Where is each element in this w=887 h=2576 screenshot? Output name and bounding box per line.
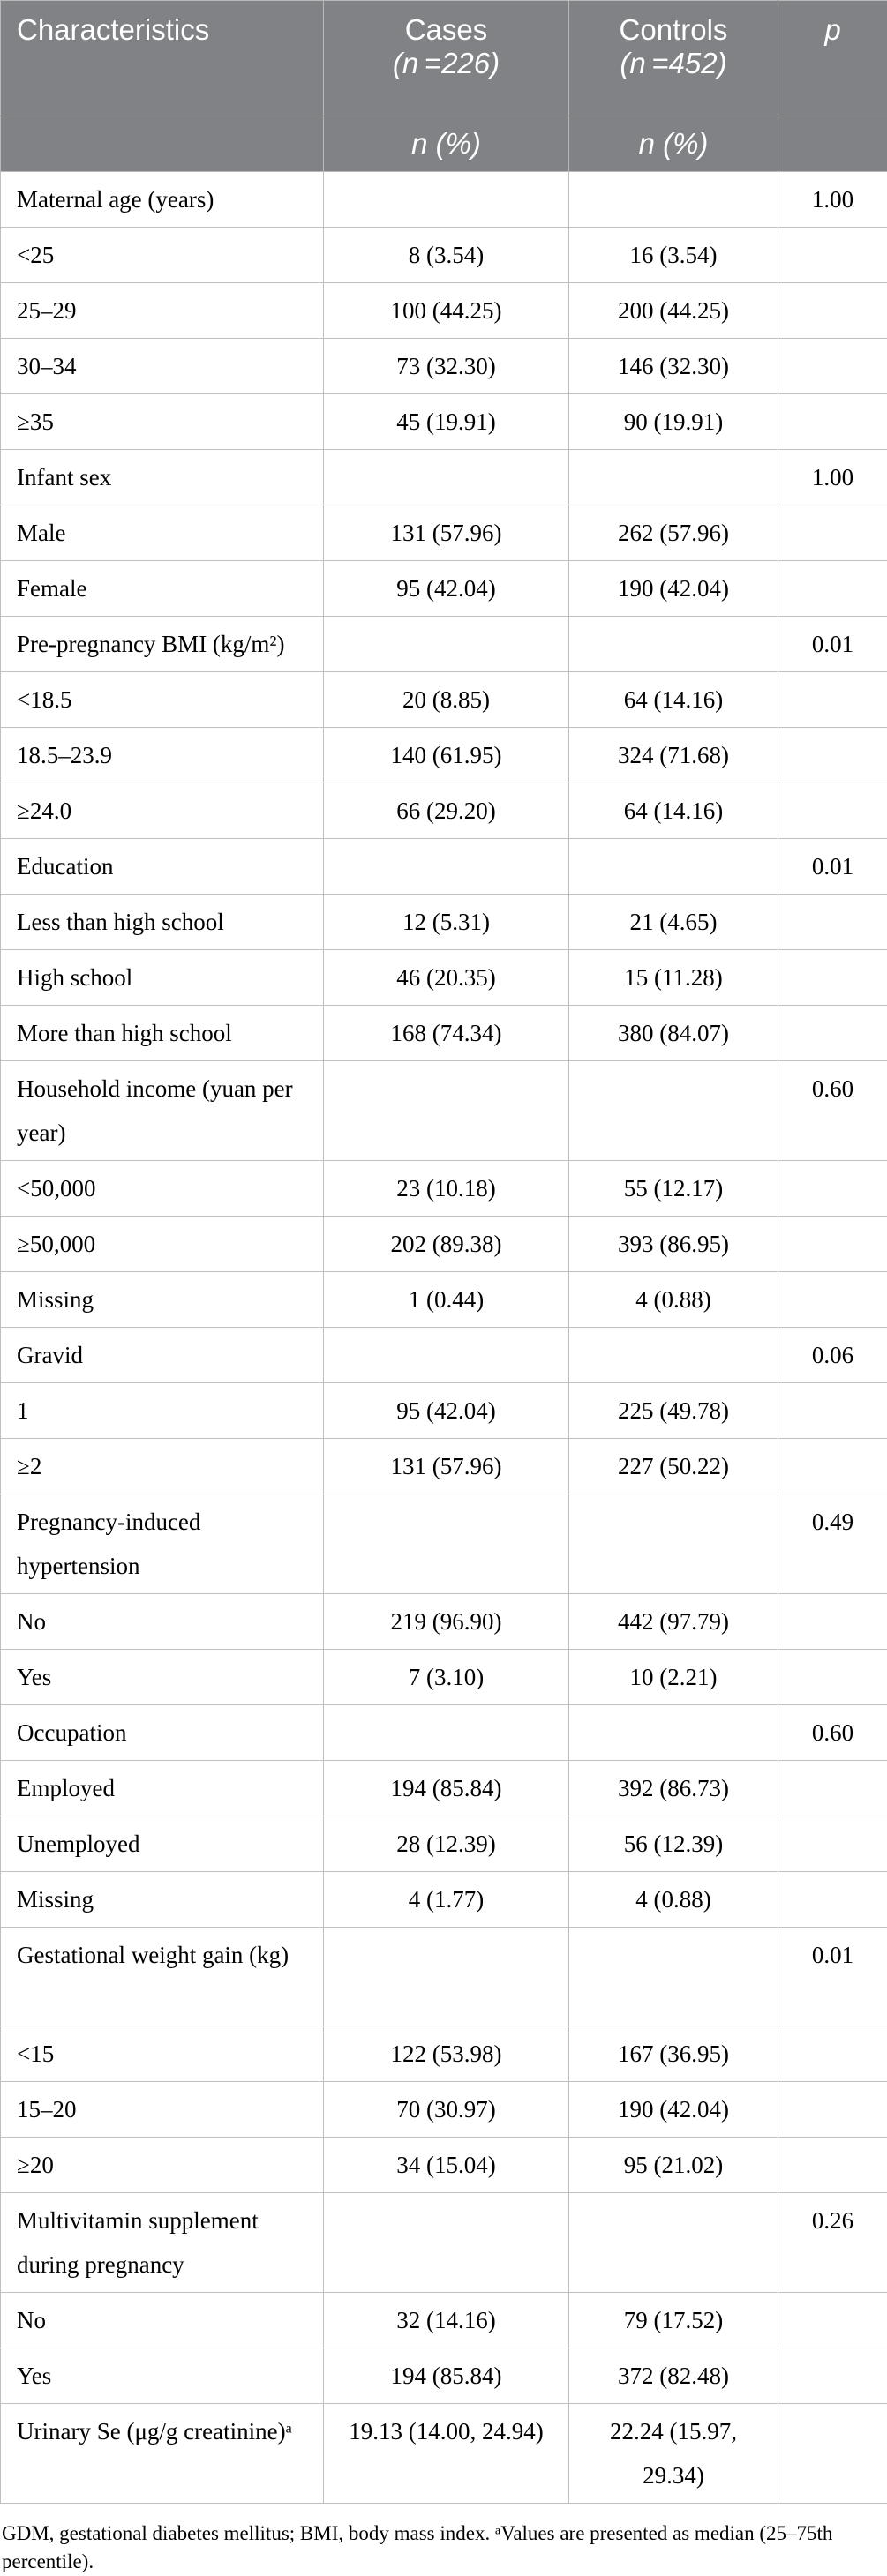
row-cases [324,1061,569,1161]
row-cases: 45 (19.91) [324,394,569,450]
row-controls: 90 (19.91) [569,394,778,450]
row-controls [569,2193,778,2293]
row-label: Less than high school [1,895,324,950]
row-label: Multivitamin supplement during pregnancy [1,2193,324,2293]
header-sub-empty [1,116,324,172]
row-controls [569,1494,778,1594]
row-cases: 70 (30.97) [324,2082,569,2138]
row-controls: 64 (14.16) [569,783,778,839]
table-row [1,394,887,450]
row-controls: 324 (71.68) [569,728,778,783]
table-row [1,561,887,617]
row-p-value: 0.60 [778,1705,887,1761]
row-p-value: 1.00 [778,172,887,228]
table-row [1,2293,887,2348]
row-controls [569,1328,778,1383]
row-cases: 4 (1.77) [324,1872,569,1928]
table-row [1,783,887,839]
row-controls [569,172,778,228]
row-label: Missing [1,1872,324,1928]
row-p-value: 0.49 [778,1494,887,1594]
table-footnote: GDM, gestational diabetes mellitus; BMI, body mass index. ᵃValues are presented as median (25–75th percentile). [0,2504,887,2576]
row-controls: 95 (21.02) [569,2138,778,2193]
row-p-value: 0.26 [778,2193,887,2293]
row-p-value: 0.06 [778,1328,887,1383]
table-header [1,1,887,172]
row-p-value [778,1650,887,1705]
table-row [1,895,887,950]
table-row [1,1816,887,1872]
header-p: p [778,1,887,116]
header-cases [324,1,569,116]
row-p-value [778,561,887,617]
row-controls [569,617,778,672]
row-controls [569,1928,778,2026]
table-row [1,1494,887,1594]
row-cases: 95 (42.04) [324,561,569,617]
row-cases: 12 (5.31) [324,895,569,950]
table-row [1,505,887,561]
row-cases: 34 (15.04) [324,2138,569,2193]
header-sub-p-empty [778,116,887,172]
row-cases: 168 (74.34) [324,1006,569,1061]
table-row [1,2138,887,2193]
row-p-value [778,2138,887,2193]
row-p-value [778,1006,887,1061]
row-label: No [1,2293,324,2348]
row-cases: 8 (3.54) [324,228,569,283]
row-label: 15–20 [1,2082,324,2138]
row-p-value [778,283,887,339]
row-p-value [778,339,887,394]
row-controls: 442 (97.79) [569,1594,778,1650]
row-cases: 202 (89.38) [324,1217,569,1272]
row-label: Gestational weight gain (kg) [1,1928,324,2026]
row-cases: 100 (44.25) [324,283,569,339]
table-row [1,617,887,672]
header-sub-cases: n (%) [324,116,569,172]
table-row [1,950,887,1006]
row-label: Employed [1,1761,324,1816]
row-p-value [778,1594,887,1650]
header-characteristics: Characteristics [1,1,324,116]
row-p-value [778,2404,887,2504]
table-row [1,1594,887,1650]
row-label: Male [1,505,324,561]
row-p-value [778,1161,887,1217]
row-cases: 28 (12.39) [324,1816,569,1872]
row-controls: 16 (3.54) [569,228,778,283]
table-row [1,1383,887,1439]
row-label: 30–34 [1,339,324,394]
table-row [1,2082,887,2138]
table-row [1,1161,887,1217]
row-cases: 194 (85.84) [324,1761,569,1816]
table-row [1,839,887,895]
row-label: Education [1,839,324,895]
table-row [1,283,887,339]
row-p-value [778,1816,887,1872]
header-controls [569,1,778,116]
table-row [1,228,887,283]
row-cases: 32 (14.16) [324,2293,569,2348]
row-cases [324,1705,569,1761]
row-label: 25–29 [1,283,324,339]
header-cases-n: (n =226) [340,47,552,80]
table-row [1,672,887,728]
row-cases [324,2193,569,2293]
row-controls: 55 (12.17) [569,1161,778,1217]
row-label: Household income (yuan per year) [1,1061,324,1161]
row-p-value: 0.01 [778,617,887,672]
row-p-value [778,783,887,839]
row-controls [569,1061,778,1161]
row-p-value: 1.00 [778,450,887,505]
table-row [1,1872,887,1928]
row-cases: 23 (10.18) [324,1161,569,1217]
row-cases: 95 (42.04) [324,1383,569,1439]
row-p-value [778,2026,887,2082]
row-controls: 393 (86.95) [569,1217,778,1272]
row-cases [324,172,569,228]
header-controls-label: Controls [585,13,762,47]
row-label: No [1,1594,324,1650]
table-row [1,1650,887,1705]
row-cases: 1 (0.44) [324,1272,569,1328]
row-label: Missing [1,1272,324,1328]
row-label: Pre-pregnancy BMI (kg/m²) [1,617,324,672]
table-row [1,450,887,505]
row-controls: 21 (4.65) [569,895,778,950]
row-label: <15 [1,2026,324,2082]
row-cases: 140 (61.95) [324,728,569,783]
row-p-value [778,2082,887,2138]
row-label: 1 [1,1383,324,1439]
row-p-value [778,1383,887,1439]
row-p-value [778,1272,887,1328]
row-controls [569,450,778,505]
table-row [1,1928,887,2026]
row-cases: 20 (8.85) [324,672,569,728]
row-controls: 146 (32.30) [569,339,778,394]
row-p-value: 0.01 [778,839,887,895]
row-label: <25 [1,228,324,283]
row-controls: 200 (44.25) [569,283,778,339]
table-row [1,1761,887,1816]
row-label: High school [1,950,324,1006]
row-p-value [778,1439,887,1494]
row-p-value [778,1872,887,1928]
row-controls [569,1705,778,1761]
row-controls: 4 (0.88) [569,1872,778,1928]
row-controls: 10 (2.21) [569,1650,778,1705]
row-cases: 73 (32.30) [324,339,569,394]
table-row [1,2193,887,2293]
row-label: ≥50,000 [1,1217,324,1272]
table-row [1,2404,887,2504]
row-cases: 66 (29.20) [324,783,569,839]
row-label: Occupation [1,1705,324,1761]
header-controls-n: (n =452) [585,47,762,80]
row-label: Yes [1,2348,324,2404]
header-cases-label: Cases [340,13,552,47]
row-p-value [778,505,887,561]
row-label: ≥35 [1,394,324,450]
row-p-value [778,895,887,950]
table-row [1,339,887,394]
row-label: 18.5–23.9 [1,728,324,783]
row-controls [569,839,778,895]
table-row [1,1217,887,1272]
row-label: Infant sex [1,450,324,505]
row-label: More than high school [1,1006,324,1061]
row-label: ≥2 [1,1439,324,1494]
row-p-value: 0.60 [778,1061,887,1161]
row-p-value [778,1217,887,1272]
row-label: Pregnancy-induced hypertension [1,1494,324,1594]
row-controls: 392 (86.73) [569,1761,778,1816]
table-row [1,1006,887,1061]
row-controls: 262 (57.96) [569,505,778,561]
row-controls: 22.24 (15.97, 29.34) [569,2404,778,2504]
row-label: Yes [1,1650,324,1705]
row-cases [324,839,569,895]
row-cases: 19.13 (14.00, 24.94) [324,2404,569,2504]
row-label: <50,000 [1,1161,324,1217]
row-p-value [778,228,887,283]
row-p-value [778,950,887,1006]
row-controls: 225 (49.78) [569,1383,778,1439]
row-p-value [778,672,887,728]
row-label: Female [1,561,324,617]
row-controls: 79 (17.52) [569,2293,778,2348]
table-row [1,1272,887,1328]
row-p-value: 0.01 [778,1928,887,2026]
row-cases: 7 (3.10) [324,1650,569,1705]
row-controls: 64 (14.16) [569,672,778,728]
row-cases: 46 (20.35) [324,950,569,1006]
row-label: Gravid [1,1328,324,1383]
row-controls: 190 (42.04) [569,2082,778,2138]
row-controls: 56 (12.39) [569,1816,778,1872]
row-label: Maternal age (years) [1,172,324,228]
row-cases: 122 (53.98) [324,2026,569,2082]
table-row [1,1439,887,1494]
table-body [1,172,887,2504]
row-controls: 167 (36.95) [569,2026,778,2082]
row-cases: 194 (85.84) [324,2348,569,2404]
table-row [1,1705,887,1761]
row-cases [324,450,569,505]
row-label: <18.5 [1,672,324,728]
row-controls: 15 (11.28) [569,950,778,1006]
row-cases: 219 (96.90) [324,1594,569,1650]
row-cases [324,1928,569,2026]
table-row [1,1061,887,1161]
table-row [1,728,887,783]
table-row [1,2026,887,2082]
row-label: Unemployed [1,1816,324,1872]
row-p-value [778,2348,887,2404]
row-controls: 190 (42.04) [569,561,778,617]
header-sub-controls: n (%) [569,116,778,172]
row-cases: 131 (57.96) [324,1439,569,1494]
row-label: ≥24.0 [1,783,324,839]
table-row [1,2348,887,2404]
row-p-value [778,2293,887,2348]
row-label: Urinary Se (μg/g creatinine)ᵃ [1,2404,324,2504]
row-label: ≥20 [1,2138,324,2193]
row-cases: 131 (57.96) [324,505,569,561]
row-cases [324,1328,569,1383]
table-row [1,1328,887,1383]
row-cases [324,617,569,672]
row-p-value [778,728,887,783]
row-controls: 4 (0.88) [569,1272,778,1328]
row-controls: 227 (50.22) [569,1439,778,1494]
row-controls: 380 (84.07) [569,1006,778,1061]
row-controls: 372 (82.48) [569,2348,778,2404]
row-p-value [778,394,887,450]
row-cases [324,1494,569,1594]
table-row [1,172,887,228]
row-p-value [778,1761,887,1816]
